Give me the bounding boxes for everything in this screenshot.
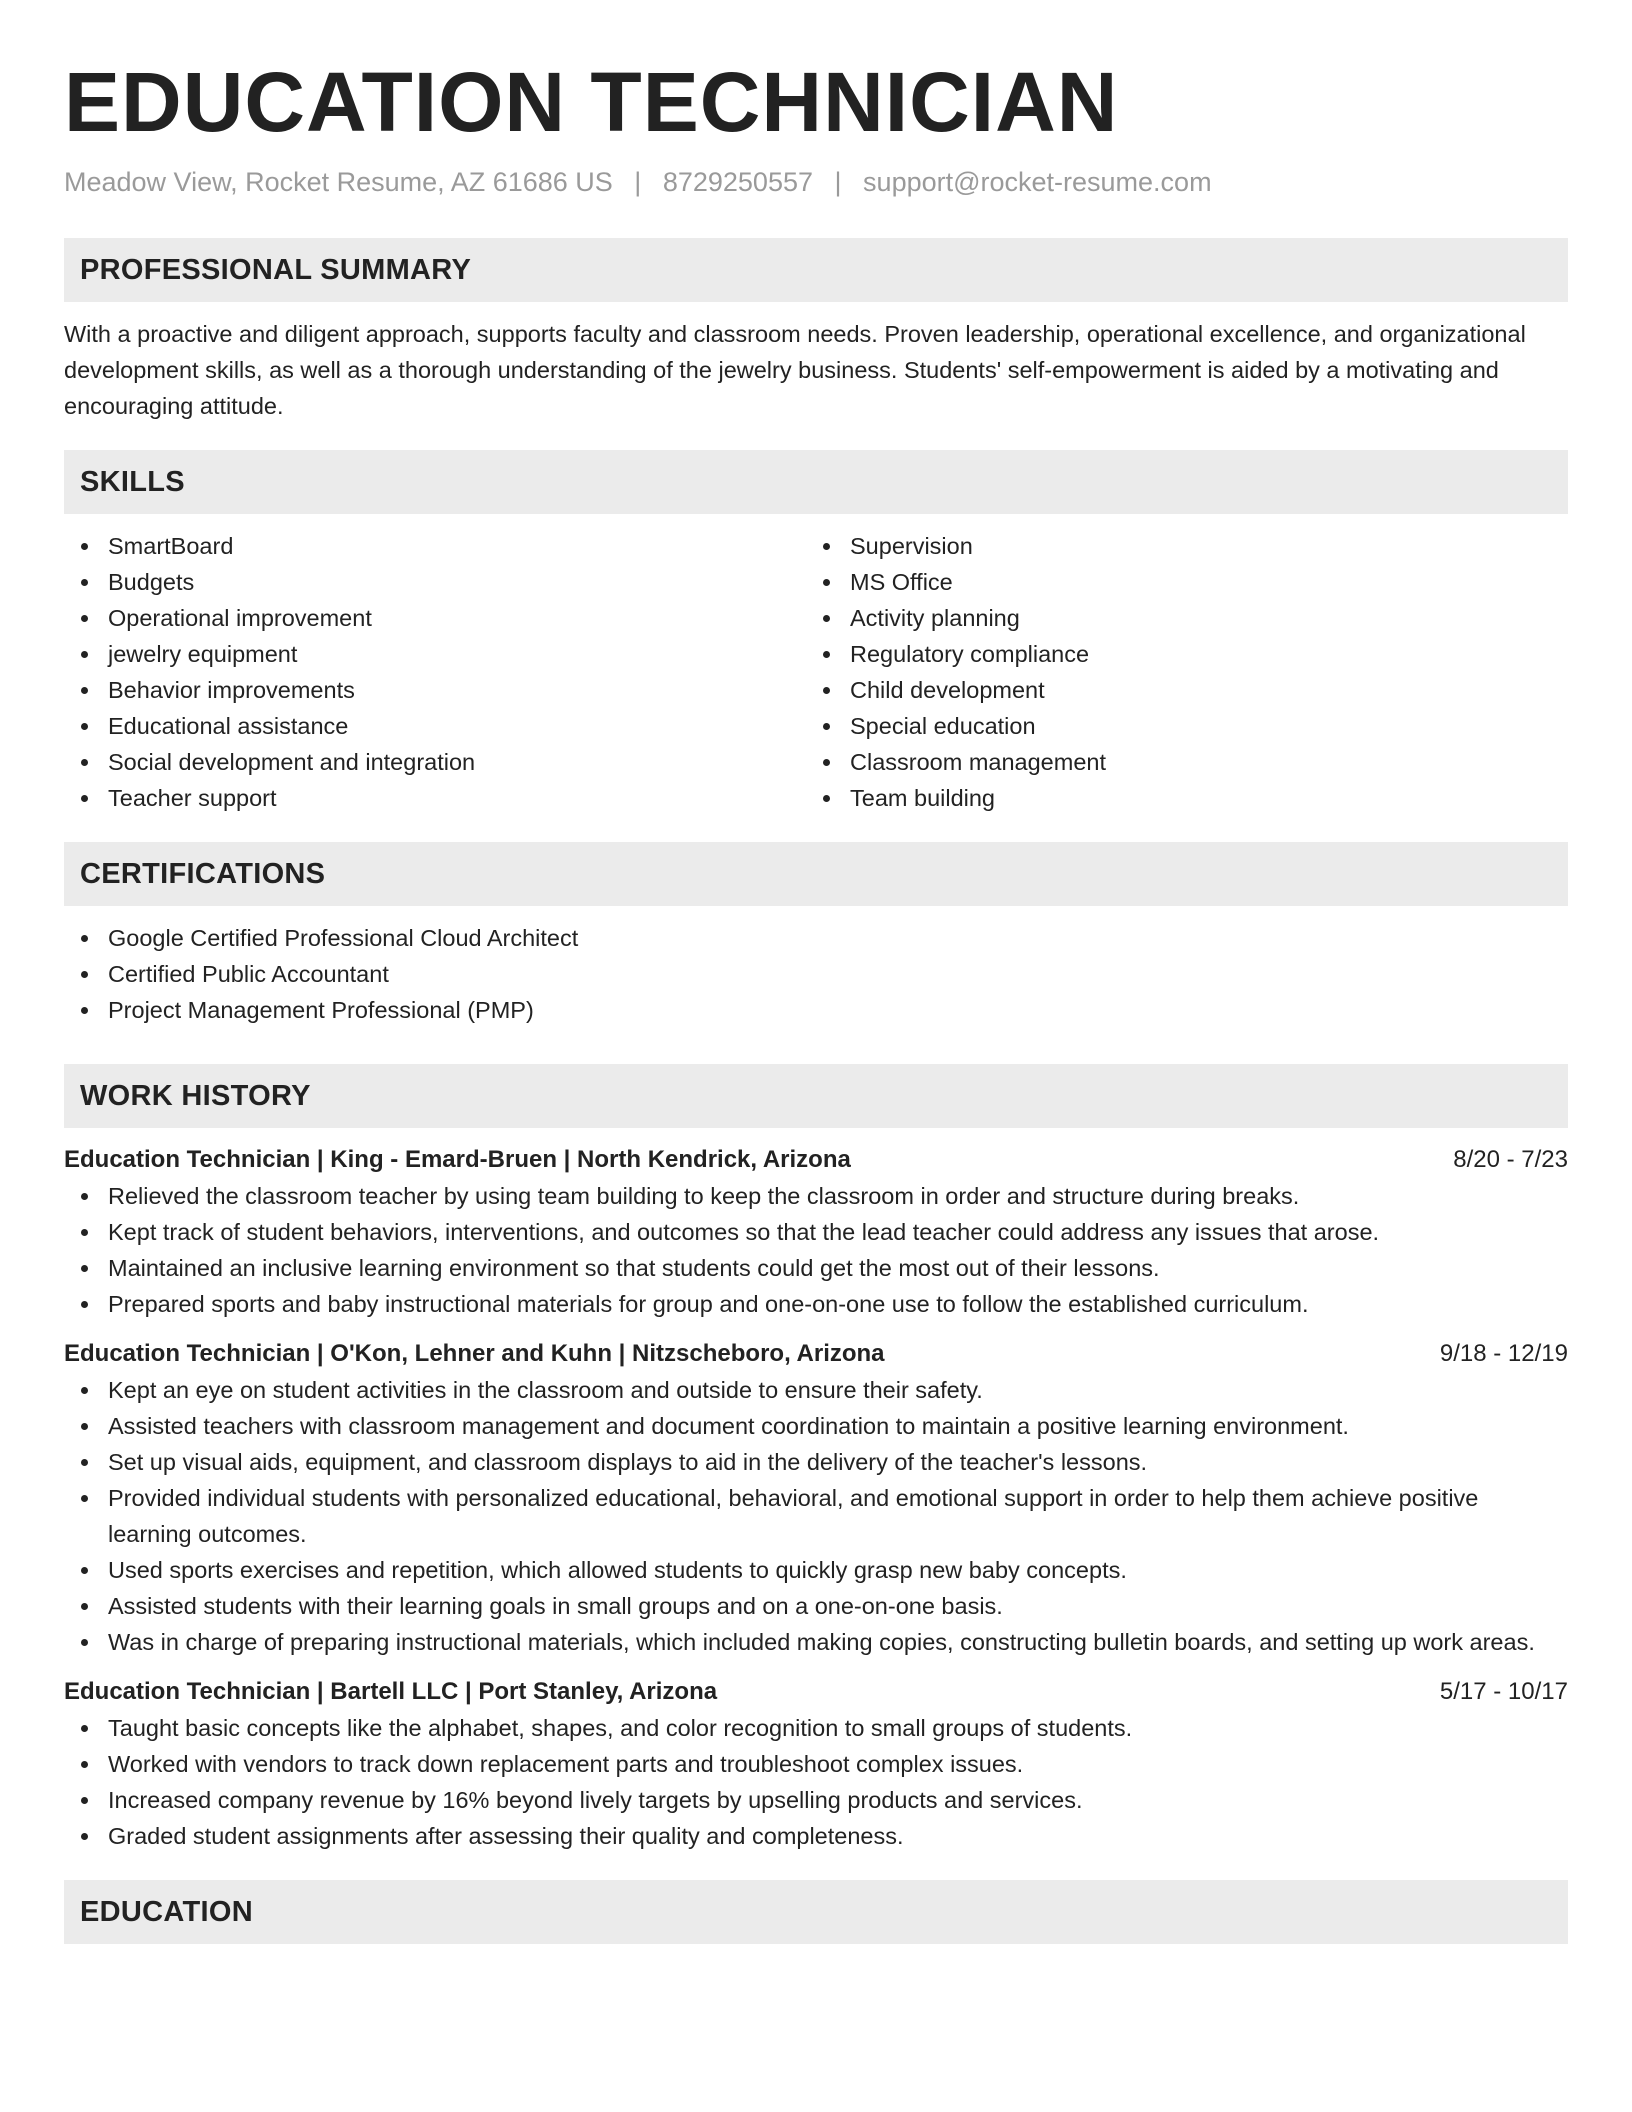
job-bullet: Used sports exercises and repetition, which allowed students to quickly grasp new baby concepts. <box>64 1552 1568 1588</box>
job-dates: 5/17 - 10/17 <box>1439 1678 1568 1705</box>
section-header-work-history: WORK HISTORY <box>64 1064 1568 1128</box>
skill-item: Teacher support <box>64 780 806 816</box>
skills-list-right <box>806 528 1548 816</box>
section-header-skills: SKILLS <box>64 450 1568 514</box>
skill-item: Social development and integration <box>64 744 806 780</box>
job-bullet: Kept track of student behaviors, interventions, and outcomes so that the lead teacher could address any issues that arose. <box>64 1214 1568 1250</box>
skills-grid <box>64 528 1568 816</box>
contact-separator: | <box>634 167 642 197</box>
job-bullet: Graded student assignments after assessing their quality and completeness. <box>64 1818 1568 1854</box>
job-bullets <box>64 1178 1568 1322</box>
section-header-certifications: CERTIFICATIONS <box>64 842 1568 906</box>
contact-address: Meadow View, Rocket Resume, AZ 61686 US <box>64 167 613 197</box>
certification-item: Project Management Professional (PMP) <box>64 992 1568 1028</box>
skill-item: Educational assistance <box>64 708 806 744</box>
skill-item: Regulatory compliance <box>806 636 1548 672</box>
job-header <box>64 1336 1568 1372</box>
job-bullet: Assisted teachers with classroom management and document coordination to maintain a positive learning environment. <box>64 1408 1568 1444</box>
contact-email: support@rocket-resume.com <box>863 167 1212 197</box>
skills-list-left <box>64 528 806 816</box>
job-entry <box>64 1674 1568 1854</box>
job-bullets <box>64 1372 1568 1660</box>
section-header-education: EDUCATION <box>64 1880 1568 1944</box>
contact-phone: 8729250557 <box>662 167 813 197</box>
job-bullet: Assisted students with their learning goals in small groups and on a one-on-one basis. <box>64 1588 1568 1624</box>
certification-item: Certified Public Accountant <box>64 956 1568 992</box>
skill-item: Classroom management <box>806 744 1548 780</box>
skill-item: Special education <box>806 708 1548 744</box>
job-bullet: Maintained an inclusive learning environment so that students could get the most out of their lessons. <box>64 1250 1568 1286</box>
certification-item: Google Certified Professional Cloud Architect <box>64 920 1568 956</box>
job-header <box>64 1142 1568 1178</box>
skill-item: Team building <box>806 780 1548 816</box>
skill-item: Supervision <box>806 528 1548 564</box>
job-title: Education Technician | King - Emard-Bruen | North Kendrick, Arizona <box>64 1146 851 1173</box>
job-bullet: Prepared sports and baby instructional materials for group and one-on-one use to follow the established curriculum. <box>64 1286 1568 1322</box>
job-bullet: Set up visual aids, equipment, and classroom displays to aid in the delivery of the teacher's lessons. <box>64 1444 1568 1480</box>
job-bullet: Kept an eye on student activities in the classroom and outside to ensure their safety. <box>64 1372 1568 1408</box>
job-header <box>64 1674 1568 1710</box>
job-entry <box>64 1336 1568 1660</box>
skill-item: Activity planning <box>806 600 1548 636</box>
job-bullet: Relieved the classroom teacher by using team building to keep the classroom in order and structure during breaks. <box>64 1178 1568 1214</box>
job-entry <box>64 1142 1568 1322</box>
section-header-summary: PROFESSIONAL SUMMARY <box>64 238 1568 302</box>
skill-item: MS Office <box>806 564 1548 600</box>
job-bullets <box>64 1710 1568 1854</box>
job-dates: 8/20 - 7/23 <box>1453 1146 1568 1173</box>
job-bullet: Provided individual students with personalized educational, behavioral, and emotional support in order to help them achieve positive learning outcomes. <box>64 1480 1568 1552</box>
contact-separator: | <box>834 167 842 197</box>
resume-name: EDUCATION TECHNICIAN <box>64 55 1119 149</box>
job-bullet: Was in charge of preparing instructional materials, which included making copies, constructing bulletin boards, and setting up work areas. <box>64 1624 1568 1660</box>
job-title: Education Technician | Bartell LLC | Port Stanley, Arizona <box>64 1678 718 1705</box>
skill-item: Operational improvement <box>64 600 806 636</box>
summary-text: With a proactive and diligent approach, supports faculty and classroom needs. Proven leadership, operational excellence, and organizational development skills, as well as a thorough understanding of the jewelry business. Students' self-empowerment is aided by a motivating and encouraging attitude. <box>64 321 1526 419</box>
job-title: Education Technician | O'Kon, Lehner and Kuhn | Nitzscheboro, Arizona <box>64 1340 885 1367</box>
job-dates: 9/18 - 12/19 <box>1439 1340 1568 1367</box>
skill-item: jewelry equipment <box>64 636 806 672</box>
skill-item: Behavior improvements <box>64 672 806 708</box>
skill-item: Budgets <box>64 564 806 600</box>
job-bullet: Worked with vendors to track down replacement parts and troubleshoot complex issues. <box>64 1746 1568 1782</box>
skill-item: Child development <box>806 672 1548 708</box>
skill-item: SmartBoard <box>64 528 806 564</box>
job-bullet: Increased company revenue by 16% beyond lively targets by upselling products and services. <box>64 1782 1568 1818</box>
contact-line <box>64 164 1568 200</box>
certifications-list <box>64 920 1568 1028</box>
job-bullet: Taught basic concepts like the alphabet, shapes, and color recognition to small groups of students. <box>64 1710 1568 1746</box>
